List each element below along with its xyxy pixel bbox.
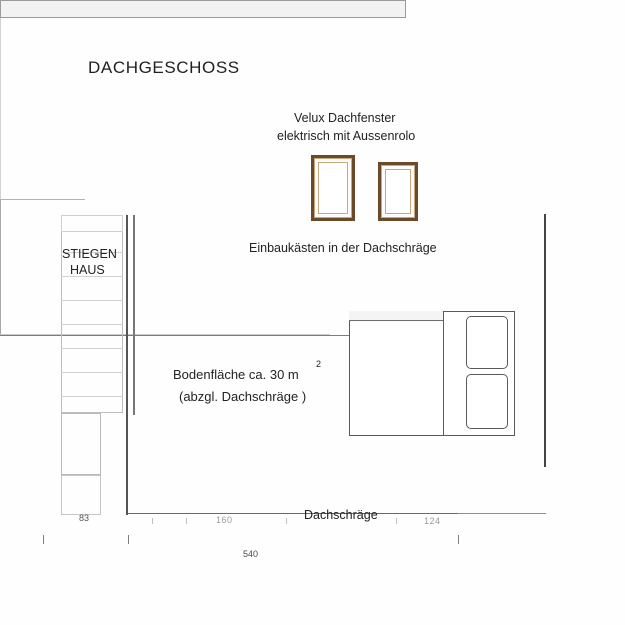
wall-right (544, 214, 546, 466)
stair-step (61, 348, 123, 349)
stiegenhaus-lower-box (61, 413, 101, 475)
page-title: DACHGESCHOSS (88, 58, 240, 77)
dimension-label-540: 540 (243, 549, 259, 559)
stiegenhaus-lower-box-2 (61, 475, 101, 515)
bodenflaeche-superscript: 2 (316, 359, 322, 369)
dimension-tick (396, 518, 397, 524)
dimension-label-124: 124 (424, 516, 441, 526)
stair-center-line (0, 18, 1, 199)
bed-divider-line (443, 311, 444, 436)
wall-left-secondary (133, 215, 135, 415)
bed-headboard (349, 311, 444, 321)
stiegenhaus-label-line1: STIEGEN (62, 247, 117, 261)
stiegenhaus-label-line2: HAUS (70, 263, 105, 277)
nightstand-top (466, 316, 508, 369)
velux-window-right (378, 162, 418, 221)
dimension-tick (128, 535, 129, 544)
velux-label-line2: elektrisch mit Aussenrolo (277, 129, 416, 143)
stair-step (61, 396, 123, 397)
bodenflaeche-note: (abzgl. Dachschräge ) (179, 389, 307, 404)
dimension-tick (43, 535, 44, 544)
dimension-base-strip (0, 199, 85, 200)
velux-window-glass (385, 169, 411, 214)
dimension-extension-right (0, 296, 1, 334)
dachschraege-label: Dachschräge (304, 508, 378, 522)
dimension-label-160: 160 (216, 515, 233, 525)
floor-edge-line (128, 513, 458, 514)
stair-step (61, 300, 123, 301)
dimension-tick (186, 518, 187, 524)
dimension-extension-left (0, 200, 1, 248)
dimension-extension-mid (0, 248, 1, 296)
velux-window-left (311, 155, 355, 221)
einbaukasten-label: Einbaukästen in der Dachschräge (249, 241, 437, 255)
stiegenhaus-outline (61, 215, 123, 413)
dimension-tick (152, 518, 153, 524)
dimension-tick (286, 518, 287, 524)
nightstand-bottom (466, 374, 508, 429)
dachschraege-line-right (458, 513, 546, 514)
velux-label-line1: Velux Dachfenster (294, 111, 396, 125)
einbaukasten-beam (0, 0, 406, 18)
bodenflaeche-label: Bodenfläche ca. 30 m (173, 367, 299, 382)
stair-step (61, 372, 123, 373)
stair-step (61, 324, 123, 325)
dimension-label-83: 83 (79, 513, 90, 523)
wall-corner-marker (544, 465, 546, 467)
wall-left-inner (126, 215, 128, 515)
velux-window-glass (318, 162, 348, 214)
stiegenhaus-top-step (61, 215, 123, 232)
dimension-tick (458, 535, 459, 544)
